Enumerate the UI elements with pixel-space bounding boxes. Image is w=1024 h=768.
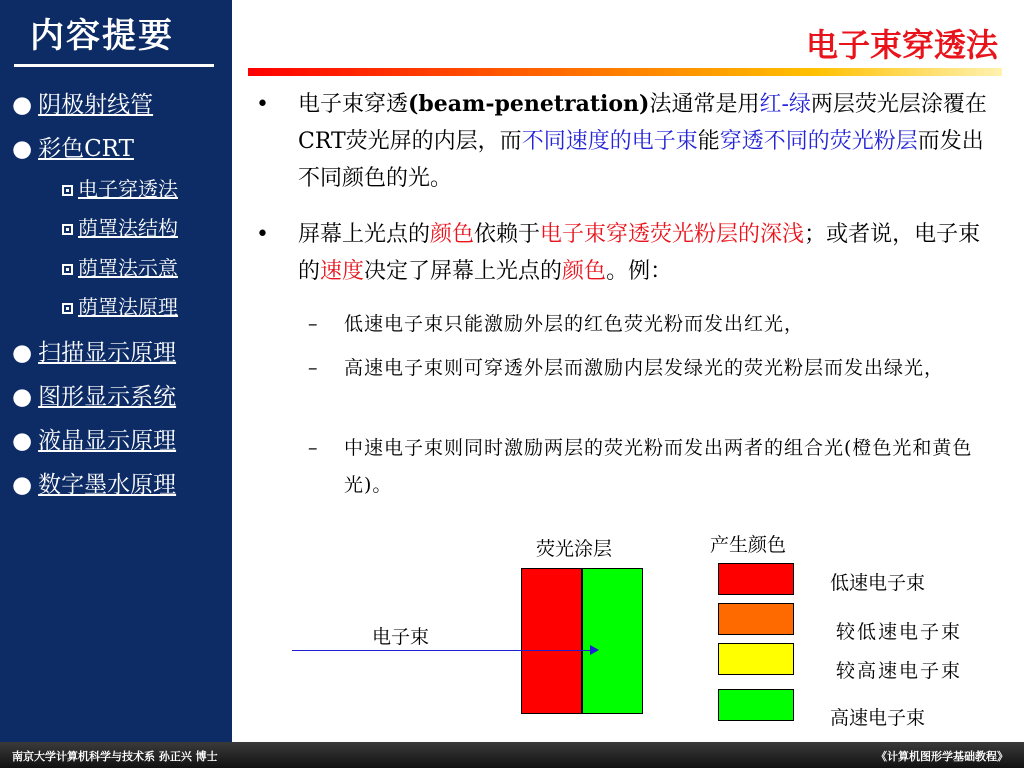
bullet-icon: ● xyxy=(12,472,33,498)
nav-subitem-shadow-mask-diagram[interactable] xyxy=(62,252,178,281)
bullet-dot-icon: • xyxy=(256,92,269,117)
footer-author: 南京大学计算机科学与技术系 孙正兴 博士 xyxy=(12,750,218,763)
text-span: 决定了屏幕上光点的 xyxy=(364,259,563,284)
produced-color-label: 产生颜色 xyxy=(710,534,787,556)
square-bullet-icon xyxy=(62,264,73,275)
sub-bullet-text: 中速电子束则同时激励两层的荧光粉而发出两者的组合光(橙色光和黄色光)。 xyxy=(344,437,973,496)
footer-bar xyxy=(0,742,1024,768)
square-bullet-icon xyxy=(62,185,73,196)
color-swatch-yellow xyxy=(718,643,794,675)
text-span: ；或者说，电子束的 xyxy=(298,222,981,284)
nav-subitem-label: 荫罩法结构 xyxy=(78,216,178,240)
dash-icon: – xyxy=(308,313,319,335)
nav-item-label: 数字墨水原理 xyxy=(38,472,177,498)
sidebar xyxy=(0,0,232,742)
nav-subitem-beam-penetration[interactable] xyxy=(62,173,178,202)
dash-icon: – xyxy=(308,437,319,459)
red-phosphor-layer xyxy=(521,568,582,714)
swatch-label-lower-speed: 较低速电子束 xyxy=(836,621,963,643)
title-gradient-bar xyxy=(248,68,1002,76)
bullet-paragraph-2 xyxy=(256,216,996,290)
highlight-span: 速度 xyxy=(320,259,365,284)
arrow-head-icon xyxy=(590,645,599,655)
square-bullet-icon xyxy=(62,224,73,235)
color-swatch-green xyxy=(718,689,794,721)
highlight-span: 不同速度的电子束 xyxy=(521,129,698,154)
nav-item-crt-tube[interactable] xyxy=(12,86,153,119)
dash-icon: – xyxy=(308,357,319,379)
highlight-span: 颜色 xyxy=(430,222,475,247)
swatch-label-low-speed: 低速电子束 xyxy=(830,572,926,594)
nav-item-digital-ink[interactable] xyxy=(12,466,176,499)
green-phosphor-layer xyxy=(582,568,643,714)
bullet-icon: ● xyxy=(12,92,33,118)
electron-beam-arrow xyxy=(292,650,592,651)
nav-subitem-shadow-mask-principle[interactable] xyxy=(62,291,178,320)
bullet-icon: ● xyxy=(12,384,33,410)
sidebar-divider xyxy=(14,64,214,67)
paragraph-text xyxy=(298,86,996,197)
sub-bullet-1 xyxy=(308,306,998,343)
nav-item-label: 图形显示系统 xyxy=(38,384,177,410)
highlight-span: 红-绿 xyxy=(759,92,811,117)
bullet-dot-icon: • xyxy=(256,222,269,247)
nav-subitem-label: 荫罩法原理 xyxy=(78,295,178,319)
swatch-label-high-speed: 高速电子束 xyxy=(830,707,926,729)
nav-item-lcd-principle[interactable] xyxy=(12,422,176,455)
nav-item-label: 扫描显示原理 xyxy=(38,340,177,366)
highlight-span: 颜色 xyxy=(562,259,607,284)
nav-item-color-crt[interactable] xyxy=(12,130,134,163)
text-span: 法通常是用 xyxy=(649,92,760,117)
bullet-icon: ● xyxy=(12,340,33,366)
sub-bullet-2 xyxy=(308,350,998,387)
sidebar-title: 内容提要 xyxy=(30,16,174,56)
color-swatch-orange xyxy=(718,603,794,635)
highlight-span: 穿透不同的荧光粉层 xyxy=(719,129,918,154)
text-span: 屏幕上光点的 xyxy=(298,222,431,247)
text-span: 能 xyxy=(697,129,720,154)
color-swatch-red xyxy=(718,563,794,595)
bullet-icon: ● xyxy=(12,136,33,162)
text-span: 而发出不同颜色的光。 xyxy=(298,129,984,191)
nav-item-label: 彩色CRT xyxy=(38,136,134,162)
bullet-icon: ● xyxy=(12,428,33,454)
phosphor-layer-label: 荧光涂层 xyxy=(536,538,613,560)
nav-subitem-shadow-mask-structure[interactable] xyxy=(62,212,178,241)
sub-bullet-text: 低速电子束只能激励外层的红色荧光粉而发出红光， xyxy=(344,313,805,335)
highlight-span: 电子束穿透荧光粉层的深浅 xyxy=(540,222,805,247)
footer-book-title: 《计算机图形学基础教程》 xyxy=(876,750,1008,763)
text-span: (beam-penetration) xyxy=(408,91,650,117)
nav-subitem-label: 电子穿透法 xyxy=(78,177,178,201)
bullet-paragraph-1 xyxy=(256,86,996,197)
square-bullet-icon xyxy=(62,303,73,314)
sub-bullet-3 xyxy=(308,430,998,504)
nav-item-label: 阴极射线管 xyxy=(38,92,154,118)
nav-subitem-label: 荫罩法示意 xyxy=(78,256,178,280)
electron-beam-label: 电子束 xyxy=(372,626,430,648)
text-span: 电子束穿透 xyxy=(298,92,409,117)
page-title: 电子束穿透法 xyxy=(805,26,998,64)
text-span: 两层荧光层涂覆在CRT荧光屏的内层，而 xyxy=(298,92,987,154)
paragraph-text xyxy=(298,216,996,290)
text-span: 依赖于 xyxy=(474,222,541,247)
nav-item-scan-display[interactable] xyxy=(12,334,176,367)
sub-bullet-text: 高速电子束则可穿透外层而激励内层发绿光的荧光粉层而发出绿光， xyxy=(344,357,945,379)
text-span: 。例： xyxy=(606,259,673,284)
nav-item-graphics-display-system[interactable] xyxy=(12,378,176,411)
nav-item-label: 液晶显示原理 xyxy=(38,428,177,454)
swatch-label-higher-speed: 较高速电子束 xyxy=(836,660,963,682)
